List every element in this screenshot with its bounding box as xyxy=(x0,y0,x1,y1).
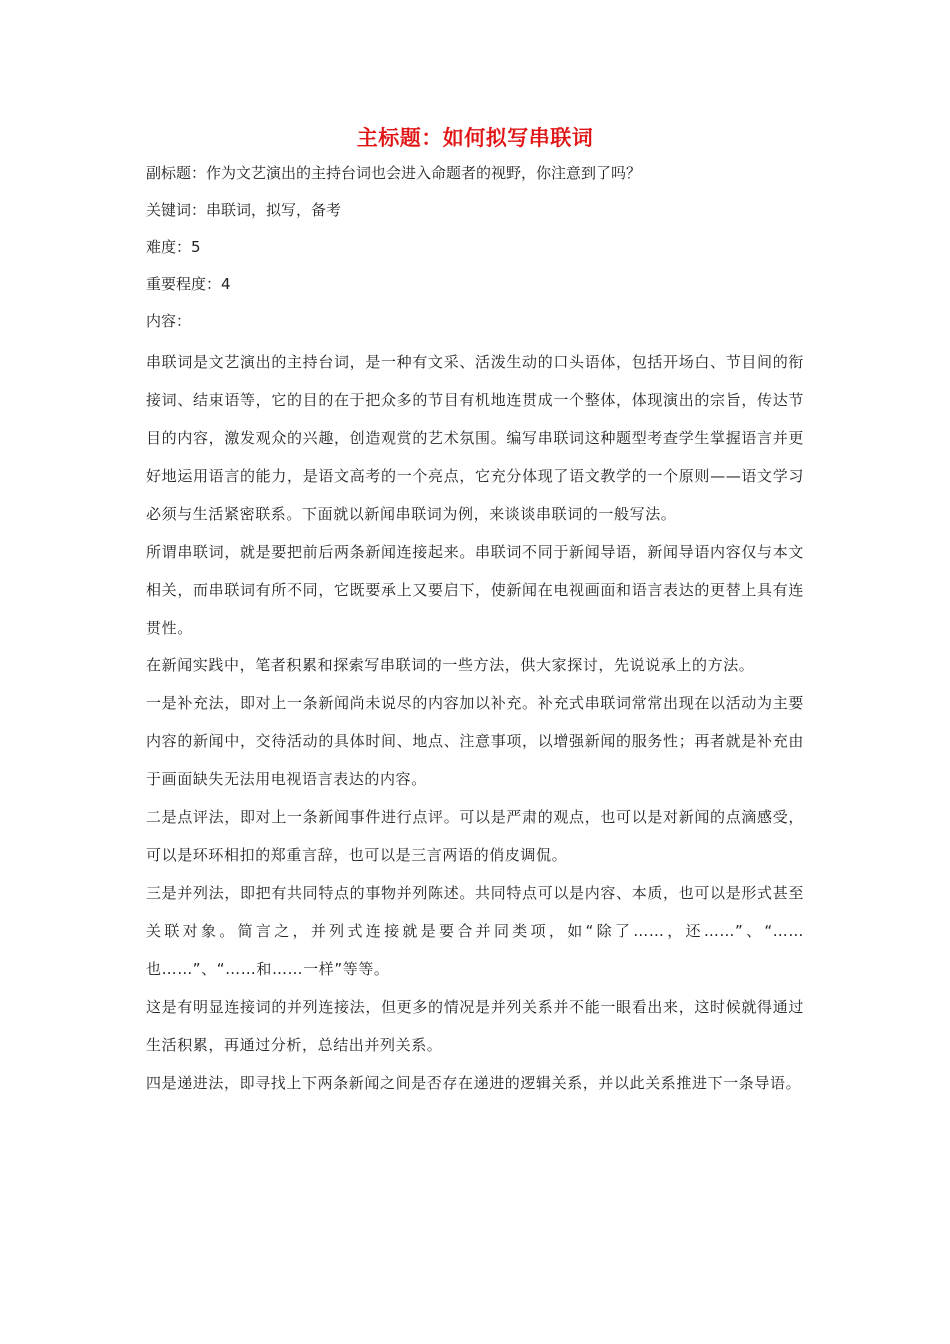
importance-line: 重要程度：4 xyxy=(146,275,231,293)
paragraph-practice: 在新闻实践中，笔者积累和探索写串联词的一些方法，供大家探讨，先说说承上的方法。 xyxy=(146,656,755,674)
paragraph-method-supplement: 一是补充法，即对上一条新闻尚未说尽的内容加以补充。补充式串联词常常出现在以活动为主要内容的新闻中，交待活动的具体时间、地点、注意事项，以增强新闻的服务性；再者就是补充由于画面缺失无法用电视语言表达的内容。 xyxy=(146,694,804,788)
paragraph-method-parallel: 三是并列法，即把有共同特点的事物并列陈述。共同特点可以是内容、本质，也可以是形式甚至关联对象。简言之，并列式连接就是要合并同类项，如“除了……，还……”、“……也……”、“……和……一样”等等。 xyxy=(146,884,804,978)
keywords-line: 关键词：串联词，拟写，备考 xyxy=(146,201,342,219)
paragraph-parallel-note: 这是有明显连接词的并列连接法，但更多的情况是并列关系并不能一眼看出来，这时候就得通过生活积累，再通过分析，总结出并列关系。 xyxy=(146,998,804,1054)
paragraph-definition: 所谓串联词，就是要把前后两条新闻连接起来。串联词不同于新闻导语，新闻导语内容仅与本文相关，而串联词有所不同，它既要承上又要启下，使新闻在电视画面和语言表达的更替上具有连贯性。 xyxy=(146,543,804,637)
difficulty-line: 难度：5 xyxy=(146,238,201,256)
paragraph-intro: 串联词是文艺演出的主持台词，是一种有文采、活泼生动的口头语体，包括开场白、节目间的衔接词、结束语等，它的目的在于把众多的节目有机地连贯成一个整体，体现演出的宗旨，传达节目的内容，激发观众的兴趣，创造观赏的艺术氛围。编写串联词这种题型考查学生掌握语言并更好地运用语言的能力，是语文高考的一个亮点，它充分体现了语文教学的一个原则——语文学习必须与生活紧密联系。下面就以新闻串联词为例，来谈谈串联词的一般写法。 xyxy=(146,353,804,523)
paragraph-method-comment: 二是点评法，即对上一条新闻事件进行点评。可以是严肃的观点，也可以是对新闻的点滴感受，可以是环环相扣的郑重言辞，也可以是三言两语的俏皮调侃。 xyxy=(146,808,804,864)
main-title: 主标题：如何拟写串联词 xyxy=(356,125,594,150)
subtitle-line: 副标题：作为文艺演出的主持台词也会进入命题者的视野，你注意到了吗？ xyxy=(146,164,642,182)
content-label: 内容： xyxy=(146,312,192,330)
document-body xyxy=(146,158,804,1102)
paragraph-method-progressive: 四是递进法，即寻找上下两条新闻之间是否存在递进的逻辑关系，并以此关系推进下一条导语。 xyxy=(146,1074,802,1092)
